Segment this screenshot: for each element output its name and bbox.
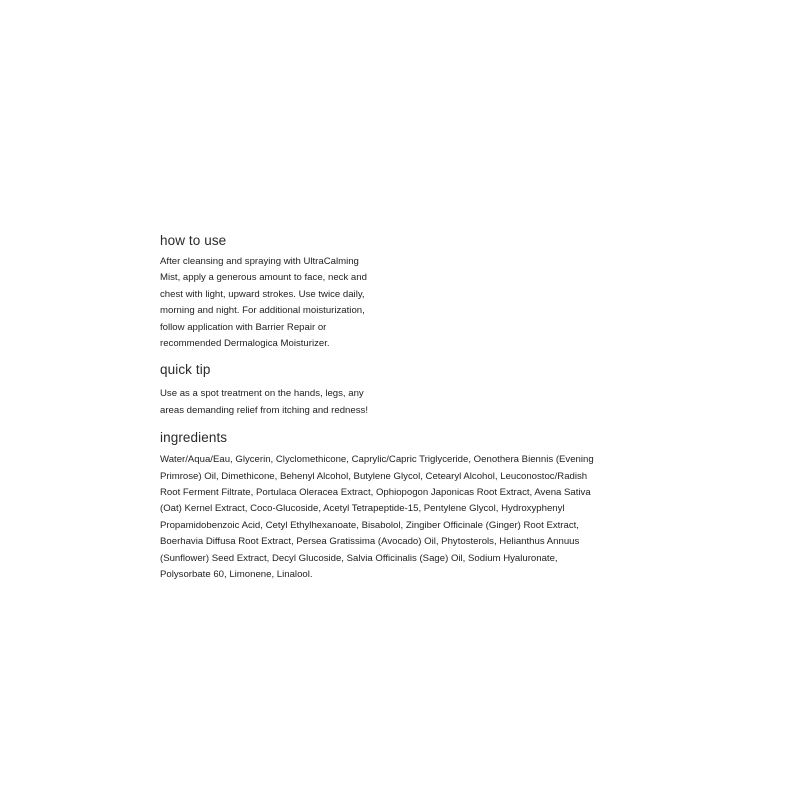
text-line: (Oat) Kernel Extract, Coco-Glucoside, Acetyl Tetrapeptide-15, Pentylene Glycol, Hydroxyphenyl	[160, 503, 565, 515]
quick-tip-text	[160, 386, 600, 419]
how-to-use-heading: how to use	[160, 233, 227, 248]
quick-tip-heading: quick tip	[160, 362, 211, 378]
text-line: areas demanding relief from itching and redness!	[160, 404, 368, 416]
how-to-use-text	[160, 254, 600, 352]
text-line: chest with light, upward strokes. Use twice daily,	[160, 288, 365, 300]
text-line: Primrose) Oil, Dimethicone, Behenyl Alcohol, Butylene Glycol, Cetearyl Alcohol, Leuconostoc/Radish	[160, 470, 588, 482]
text-line: Root Ferment Filtrate, Portulaca Oleracea Extract, Ophiopogon Japonicas Root Extract, Avena Sativa	[160, 487, 591, 499]
text-line: follow application with Barrier Repair or	[160, 321, 327, 333]
text-line: morning and night. For additional moisturization,	[160, 305, 365, 317]
text-line: Use as a spot treatment on the hands, legs, any	[160, 388, 364, 400]
text-line: Mist, apply a generous amount to face, neck and	[160, 272, 367, 284]
text-line: After cleansing and spraying with UltraCalming	[160, 256, 359, 267]
text-line: Boerhavia Diffusa Root Extract, Persea Gratissima (Avocado) Oil, Phytosterols, Helianthus Annuus	[160, 536, 580, 548]
ingredients-section	[160, 428, 600, 583]
quick-tip-section	[160, 360, 600, 419]
text-line: Polysorbate 60, Limonene, Linalool.	[160, 569, 313, 581]
text-line: (Sunflower) Seed Extract, Decyl Glucoside, Salvia Officinalis (Sage) Oil, Sodium Hyaluronate,	[160, 552, 558, 564]
how-to-use-section	[160, 231, 600, 352]
product-info	[160, 231, 600, 584]
ingredients-heading: ingredients	[160, 430, 228, 446]
text-line: Water/Aqua/Eau, Glycerin, Clyclomethicone, Caprylic/Capric Triglyceride, Oenothera Biennis (Evening	[160, 454, 594, 466]
text-line: Propamidobenzoic Acid, Cetyl Ethylhexanoate, Bisabolol, Zingiber Officinale (Ginger) Root Extract,	[160, 519, 579, 531]
text-line: recommended Dermalogica Moisturizer.	[160, 338, 330, 350]
ingredients-text	[160, 452, 600, 583]
